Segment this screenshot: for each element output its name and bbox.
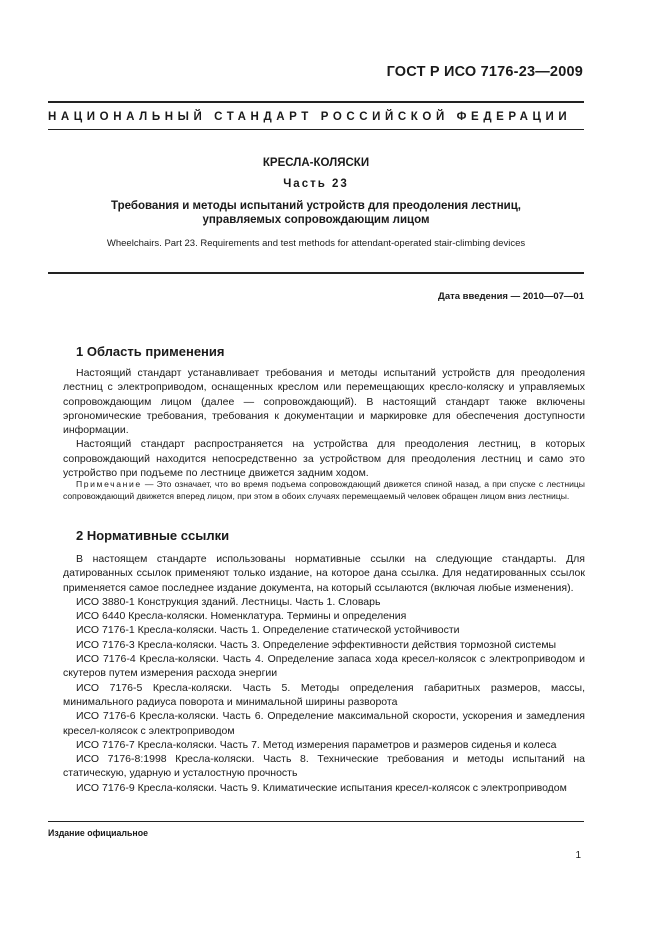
note-paragraph xyxy=(63,478,585,502)
footer-rule xyxy=(48,821,584,822)
reference-item: ИСО 7176-5 Кресла-коляски. Часть 5. Методы определения габаритных размеров, массы, минимального радиуса поворота и минимальной ширины разворота xyxy=(63,681,585,708)
section-1-paragraph-2: Настоящий стандарт распространяется на устройства для преодоления лестниц, в которых сопровождающий находится непосредственно за устройством для преодоления лестниц и само это устройство при подъеме по лестнице движется задним ходом. xyxy=(63,438,585,480)
national-standard-title: НАЦИОНАЛЬНЫЙ СТАНДАРТ РОССИЙСКОЙ ФЕДЕРАЦИИ xyxy=(48,111,572,123)
note-label: Примечание xyxy=(76,479,142,489)
header-top-rule xyxy=(48,101,584,103)
page-number: 1 xyxy=(575,850,581,861)
reference-item: ИСО 6440 Кресла-коляски. Номенклатура. Термины и определения xyxy=(76,610,407,623)
reference-item: ИСО 7176-3 Кресла-коляски. Часть 3. Определение эффективности действия тормозной системы xyxy=(76,638,557,651)
reference-item: ИСО 7176-4 Кресла-коляски. Часть 4. Определение запаса хода кресел-колясок с электроприводом и скутеров путем измерения расхода энергии xyxy=(63,653,585,680)
reference-item: ИСО 3880-1 Конструкция зданий. Лестницы. Часть 1. Словарь xyxy=(76,595,381,608)
edition-label: Издание официальное xyxy=(48,828,148,838)
section-1-body xyxy=(63,366,585,480)
section-1-paragraph-1: Настоящий стандарт устанавливает требования и методы испытаний устройств для преодоления лестниц с электроприводом, оснащенных креслом или перемещающих кресло-коляску и управляемых сопровождающим лицом (далее — сопровождающий). В настоящий стандарт также включены эргономические требования, требования к документации и маркировке для обеспечения доступности информации. xyxy=(63,367,585,437)
document-part: Часть 23 xyxy=(283,178,349,190)
reference-item: ИСО 7176-6 Кресла-коляски. Часть 6. Определение максимальной скорости, ускорения и замедления кресел-колясок с электроприводом xyxy=(63,710,585,737)
reference-item: ИСО 7176-1 Кресла-коляски. Часть 1. Определение статической устойчивости xyxy=(76,624,460,637)
introduction-date: Дата введения — 2010—07—01 xyxy=(438,291,584,302)
subtitle-line-2: управляемых сопровождающим лицом xyxy=(202,214,430,226)
section-2-body xyxy=(63,552,585,795)
document-code: ГОСТ Р ИСО 7176-23—2009 xyxy=(386,64,583,80)
subtitle-line-1: Требования и методы испытаний устройств для преодоления лестниц, xyxy=(111,200,521,212)
header-bottom-rule xyxy=(48,129,584,130)
english-title: Wheelchairs. Part 23. Requirements and test methods for attendant-operated stair-climbing devices xyxy=(106,238,526,249)
section-2-heading: 2 Нормативные ссылки xyxy=(76,528,230,543)
reference-item: ИСО 7176-8:1998 Кресла-коляски. Часть 8. Технические требования и методы испытаний на статическую, ударную и усталостную прочность xyxy=(63,753,585,780)
reference-item: ИСО 7176-7 Кресла-коляски. Часть 7. Метод измерения параметров и размеров сиденья и колеса xyxy=(76,738,557,751)
document-subtitle xyxy=(48,199,584,227)
section-1-note xyxy=(63,478,585,502)
reference-item: ИСО 7176-9 Кресла-коляски. Часть 9. Климатические испытания кресел-колясок с электроприводом xyxy=(76,781,567,794)
section-1-heading: 1 Область применения xyxy=(76,344,225,359)
note-text: — Это означает, что во время подъема сопровождающий движется спиной назад, а при спуске с лестницы сопровождающий движется вперед лицом, при этом в обоих случаях перемещаемый человек обращен лицом вниз лестницы. xyxy=(63,479,585,501)
document-title: КРЕСЛА-КОЛЯСКИ xyxy=(262,157,370,169)
section-2-intro: В настоящем стандарте использованы нормативные ссылки на следующие стандарты. Для датированных ссылок применяют только издание, на которое дана ссылка. Для недатированных ссылок применяется самое последнее издание документа, на который ссылаются (включая любые изменения). xyxy=(63,553,585,594)
title-rule xyxy=(48,272,584,274)
